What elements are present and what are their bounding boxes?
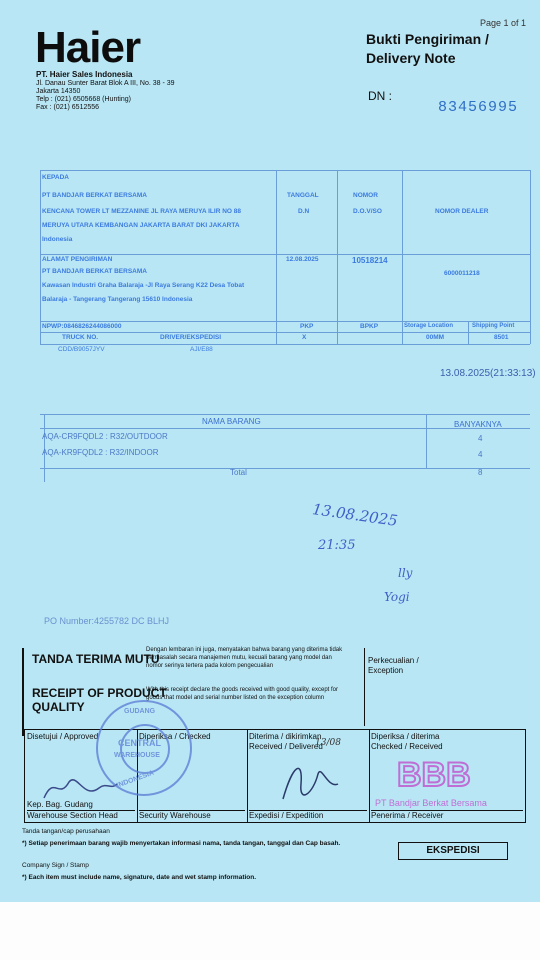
customer-address-2: MERUYA UTARA KEMBANGAN JAKARTA BARAT DKI JAKARTA [42, 222, 240, 229]
shipping-address-2: Balaraja - Tangerang Tangerang 15610 Indonesia [42, 296, 193, 303]
footer-note-id: *) Setiap penerimaan barang wajib menyertakan informasi nama, tanda tangan, tanggal dan Cap basah. [22, 840, 341, 847]
dn-number: 83456995 [438, 99, 519, 116]
footer-sign-id: Tanda tangan/cap perusahaan [22, 828, 110, 835]
item-row-1-name: AQA-CR9FQDL2 : R32/OUTDOOR [42, 432, 168, 441]
received-label-1: Diperiksa / diterima [371, 732, 440, 741]
po-number: PO Number:4255782 DC BLHJ [44, 616, 170, 626]
document-title [366, 30, 489, 68]
receipt-title-id: TANDA TERIMA MUTU [32, 652, 160, 666]
document-title-line-1: Bukti Pengiriman / [366, 31, 489, 47]
company-address-1: Jl. Danau Sunter Barat Blok A III, No. 38 - 39 [36, 80, 175, 87]
handwritten-time: 21:35 [318, 538, 356, 553]
company-fax: Fax : (021) 6512556 [36, 104, 100, 111]
nomor-sublabel: D.O.V/SO [353, 208, 382, 215]
warehouse-stamp [96, 700, 192, 796]
item-qty-header: BANYAKNYA [454, 420, 502, 429]
handwritten-receive-date: 13/08 [315, 738, 341, 748]
company-stamp-text: PT Bandjar Berkat Bersama [375, 798, 487, 808]
stamp-mid-text-1: CENTRAL [118, 738, 161, 748]
stamp-mid-text-2: WAREHOUSE [114, 752, 160, 759]
truck-number: CDD/B9057JYV [58, 346, 105, 353]
footer-note-en: *) Each item must include name, signature, date and wet stamp information. [22, 874, 257, 881]
document-title-line-2: Delivery Note [366, 50, 456, 66]
footer-sign-en: Company Sign / Stamp [22, 862, 89, 869]
total-value: 8 [478, 468, 483, 477]
pkp-label: PKP [300, 323, 314, 330]
customer-header-table [40, 170, 532, 374]
section-head-label-1: Kep. Bag. Gudang [27, 800, 93, 809]
item-name-header: NAMA BARANG [202, 417, 261, 426]
shipping-point-value: 8501 [494, 334, 509, 341]
shipping-name: PT BANDJAR BERKAT BERSAMA [42, 268, 147, 275]
tanggal-label: TANGGAL [287, 192, 319, 199]
shipping-address-1: Kawasan Industri Graha Balaraja -Jl Raya Serang K22 Desa Tobat [42, 282, 245, 289]
receipt-title-en-2: QUALITY [32, 700, 85, 714]
shipping-point-label: Shipping Point [472, 323, 515, 329]
ekspedisi-box: EKSPEDISI [398, 842, 508, 860]
dn-date: 12.08.2025 [286, 256, 319, 263]
receipt-bracket [22, 648, 27, 736]
customer-address-3: Indonesia [42, 236, 73, 243]
kepada-label: KEPADA [42, 174, 69, 181]
item-row-2-name: AQA-KR9FQDL2 : R32/INDOOR [42, 448, 159, 457]
exception-label-1: Perkecualian / [368, 656, 419, 665]
storage-location-value: 00MM [426, 334, 445, 341]
security-label: Security Warehouse [139, 810, 245, 821]
pkp-mark: X [302, 334, 307, 341]
haier-logo: Haier [35, 23, 141, 72]
driver-name: AJI/E88 [190, 346, 213, 353]
checked-label: Diperiksa / Checked [139, 732, 211, 741]
print-timestamp: 13.08.2025(21:33:13) [440, 368, 536, 379]
handwritten-date: 13.08.2025 [311, 500, 399, 530]
delivered-label-1: Diterima / dikirimkan [249, 732, 322, 741]
expedition-signature [273, 754, 343, 806]
expedition-label: Expedisi / Expedition [249, 810, 367, 821]
handwritten-note-2: Yogi [384, 590, 410, 604]
item-row-1-qty: 4 [478, 434, 483, 443]
storage-location-label: Storage Location [404, 323, 454, 329]
receipt-text-id: Dengan lembaran ini juga, menyatakan bahwa barang yang diterima tidak bermasalah secara manajemen mutu, kecuali barang yang model dan nomor serinya tertera pada kolom pengecualian [146, 647, 343, 669]
item-row-2-qty: 4 [478, 450, 483, 459]
customer-address-1: KENCANA TOWER LT MEZZANINE JL RAYA MERUYA ILIR NO 88 [42, 208, 241, 215]
tanggal-sublabel: D.N [298, 208, 310, 215]
stamp-top-text: GUDANG [124, 708, 156, 715]
page-number: Page 1 of 1 [480, 18, 527, 28]
customer-name: PT BANDJAR BERKAT BERSAMA [42, 192, 147, 199]
received-label-2: Checked / Received [371, 742, 443, 751]
truck-no-label: TRUCK NO. [62, 334, 99, 341]
receiver-label: Penerima / Receiver [371, 810, 523, 821]
section-head-label-2: Warehouse Section Head [27, 810, 135, 821]
shipping-address-label: ALAMAT PENGIRIMAN [42, 256, 113, 263]
receipt-text-en: With this receipt declare the goods received with good quality, except for goods that model and serial number listed on the exception column [146, 687, 338, 701]
company-name: PT. Haier Sales Indonesia [36, 70, 133, 79]
dealer-label: NOMOR DEALER [435, 208, 489, 215]
company-phone: Telp : (021) 6505668 (Hunting) [36, 96, 131, 103]
order-number: 10518214 [352, 256, 388, 265]
bpkp-label: BPKP [360, 323, 379, 330]
stamp-bottom-text: INDONESIA [115, 769, 155, 790]
delivered-label-2: Received / Delivered [249, 742, 323, 751]
dealer-number: 6000011218 [444, 270, 480, 277]
company-stamp-logo: BBB [397, 756, 471, 794]
dn-label: DN : [368, 89, 392, 103]
approved-label: Disetujui / Approved [27, 732, 99, 741]
items-table [40, 414, 532, 484]
npwp: NPWP:0846826244086000 [42, 323, 122, 330]
driver-label: DRIVER/EKSPEDISI [160, 334, 222, 341]
receipt-title-en-1: RECEIPT OF PRODUCT [32, 686, 167, 700]
exception-label-2: Exception [368, 666, 404, 675]
exception-label [368, 656, 419, 676]
handwritten-note-1: lly [398, 566, 413, 580]
company-address-2: Jakarta 14350 [36, 88, 81, 95]
nomor-label: NOMOR [353, 192, 378, 199]
total-label: Total [230, 468, 247, 477]
